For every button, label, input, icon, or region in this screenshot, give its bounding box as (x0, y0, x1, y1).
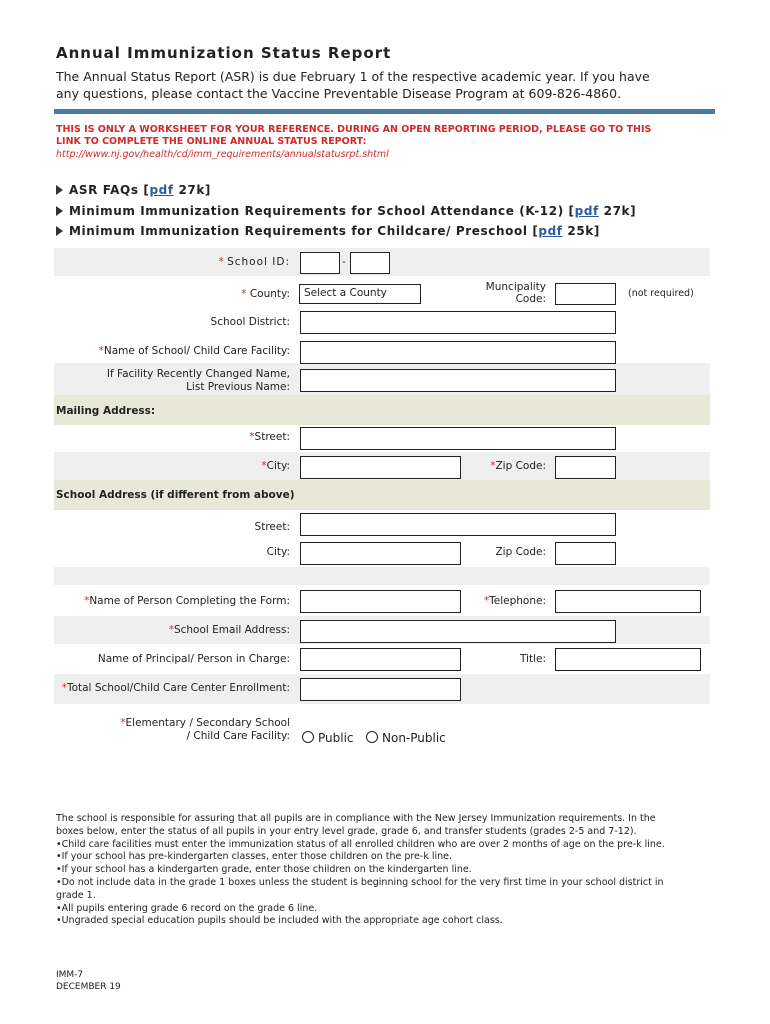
public-radio-option[interactable] (302, 727, 354, 746)
school-name-label (60, 345, 290, 357)
required-marker: * (61, 682, 67, 694)
school-email-label-text: School Email Address: (173, 624, 290, 636)
school-requirements-pdf-link[interactable]: pdf (574, 204, 599, 218)
school-name-label-text: Name of School/ Child Care Facility: (103, 345, 290, 357)
school-address-heading: School Address (if different from above) (56, 489, 295, 501)
instruction-line: boxes below, enter the status of all pupils in your entry level grade, grade 6, and transfer students (grades 2-5 and 7-12). (56, 825, 637, 837)
non-public-radio-option[interactable] (366, 727, 446, 746)
mailing-address-heading: Mailing Address: (56, 405, 156, 417)
facility-type-label-line-2: / Child Care Facility: (186, 730, 290, 742)
instruction-line: •Ungraded special education pupils should be included with the appropriate age cohort class. (56, 915, 503, 927)
telephone-input[interactable] (555, 590, 701, 613)
mailing-zip-label (470, 460, 546, 472)
school-email-label (60, 624, 290, 636)
person-completing-label-text: Name of Person Completing the Form: (89, 595, 290, 607)
row-band (54, 567, 710, 585)
non-public-radio-button[interactable] (366, 731, 378, 743)
county-label (150, 288, 290, 300)
warning-line-2: LINK TO COMPLETE THE ONLINE ANNUAL STATUS REPORT: (56, 135, 367, 147)
required-marker: * (120, 717, 126, 729)
required-marker: * (261, 460, 267, 472)
instruction-line: •If your school has a kindergarten grade, enter those children on the kindergarten line. (56, 864, 472, 876)
mailing-street-input[interactable] (300, 427, 616, 450)
form-id: IMM-7 (56, 970, 84, 980)
school-city-input[interactable] (300, 542, 461, 565)
school-id-separator: - (342, 256, 346, 268)
mailing-city-label (150, 460, 290, 472)
facility-type-label (60, 717, 290, 743)
instructions-block (56, 813, 716, 928)
required-marker: * (98, 345, 104, 357)
person-completing-input[interactable] (300, 590, 461, 613)
instruction-line: The school is responsible for assuring that all pupils are in compliance with the New Jersey Immunization requirements. In the (56, 813, 656, 824)
instruction-line: grade 1. (56, 889, 96, 901)
previous-name-input[interactable] (300, 369, 616, 392)
warning-url-link[interactable]: http://www.nj.gov/health/cd/imm_requirements/annualstatusrpt.shtml (56, 149, 389, 160)
municipality-label-line-1: Muncipality (485, 281, 546, 293)
school-street-label: Street: (254, 521, 290, 533)
enrollment-label (40, 682, 290, 694)
link-size: 27k] (598, 204, 637, 218)
mailing-city-label-text: City: (266, 460, 290, 472)
page-title: Annual Immunization Status Report (56, 44, 392, 62)
mailing-street-label-text: Street: (254, 431, 290, 443)
enrollment-label-text: Total School/Child Care Center Enrollment: (66, 682, 290, 694)
childcare-requirements-link-row (56, 224, 600, 238)
warning-line-1: THIS IS ONLY A WORKSHEET FOR YOUR REFERENCE. DURING AN OPEN REPORTING PERIOD, PLEASE GO TO THIS (56, 124, 652, 135)
required-marker: * (218, 256, 224, 268)
required-marker: * (249, 431, 255, 443)
header-divider (54, 109, 715, 114)
mailing-city-input[interactable] (300, 456, 461, 479)
telephone-label (465, 595, 546, 607)
school-email-input[interactable] (300, 620, 616, 643)
mailing-zip-input[interactable] (555, 456, 616, 479)
previous-name-label-line-2: List Previous Name: (186, 380, 290, 393)
mailing-zip-label-text: Zip Code: (495, 460, 546, 472)
school-district-input[interactable] (300, 311, 616, 334)
form-date: DECEMBER 19 (56, 982, 121, 992)
municipality-label-line-2: Code: (515, 293, 546, 305)
county-label-text: County: (249, 288, 290, 300)
link-text: Minimum Immunization Requirements for Childcare/ Preschool [ (69, 224, 539, 238)
municipality-code-input[interactable] (555, 283, 616, 305)
intro-line-1: The Annual Status Report (ASR) is due February 1 of the respective academic year. If you have (56, 69, 650, 84)
previous-name-label-line-1: If Facility Recently Changed Name, (106, 368, 290, 380)
school-id-label-text: School ID: (227, 256, 290, 268)
principal-label: Name of Principal/ Person in Charge: (97, 653, 290, 665)
required-marker: * (84, 595, 90, 607)
triangle-right-icon (56, 226, 63, 236)
school-district-label: School District: (210, 316, 290, 328)
link-size: 27k] (173, 183, 212, 197)
school-street-input[interactable] (300, 513, 616, 536)
required-marker: * (168, 624, 174, 636)
public-radio-button[interactable] (302, 731, 314, 743)
title-input[interactable] (555, 648, 701, 671)
school-zip-label: Zip Code: (495, 546, 546, 558)
previous-name-label (60, 368, 290, 393)
school-id-label (150, 256, 290, 268)
county-select[interactable]: Select a County (299, 284, 421, 304)
instruction-line: •Child care facilities must enter the immunization status of all enrolled children who are over 2 months of age on the pre-k line. (56, 838, 665, 850)
required-marker: * (483, 595, 490, 607)
asr-faqs-link-row (56, 183, 211, 197)
public-radio-label: Public (318, 731, 354, 745)
mailing-street-label (150, 431, 290, 443)
not-required-note: (not required) (628, 288, 694, 299)
telephone-label-text: Telephone: (489, 595, 546, 607)
link-text: Minimum Immunization Requirements for School Attendance (K-12) [ (69, 204, 575, 218)
school-id-part2-input[interactable] (350, 252, 390, 274)
intro-line-2: any questions, please contact the Vaccine Preventable Disease Program at 609-826-4860. (56, 86, 622, 101)
childcare-requirements-pdf-link[interactable]: pdf (538, 224, 563, 238)
link-text: ASR FAQs [ (69, 183, 150, 197)
principal-input[interactable] (300, 648, 461, 671)
enrollment-input[interactable] (300, 678, 461, 701)
required-marker: * (241, 288, 247, 300)
title-label: Title: (519, 653, 546, 665)
school-requirements-link-row (56, 204, 636, 218)
asr-faqs-pdf-link[interactable]: pdf (149, 183, 174, 197)
school-city-label: City: (266, 546, 290, 558)
triangle-right-icon (56, 206, 63, 216)
instruction-line: •All pupils entering grade 6 record on the grade 6 line. (56, 902, 318, 914)
facility-type-label-line-1: Elementary / Secondary School (125, 717, 290, 729)
municipality-code-label (460, 281, 546, 305)
instruction-line: •If your school has pre-kindergarten classes, enter those children on the pre-k line. (56, 851, 453, 863)
non-public-radio-label: Non-Public (382, 731, 446, 745)
intro-text (56, 68, 706, 102)
school-id-part1-input[interactable] (300, 252, 340, 274)
link-size: 25k] (562, 224, 600, 238)
school-zip-input[interactable] (555, 542, 616, 565)
triangle-right-icon (56, 185, 63, 195)
school-name-input[interactable] (300, 341, 616, 364)
worksheet-warning (56, 124, 716, 147)
instruction-line: •Do not include data in the grade 1 boxes unless the student is beginning school for the very first time in your school district in (56, 876, 664, 888)
required-marker: * (490, 460, 496, 472)
person-completing-label (40, 595, 290, 607)
